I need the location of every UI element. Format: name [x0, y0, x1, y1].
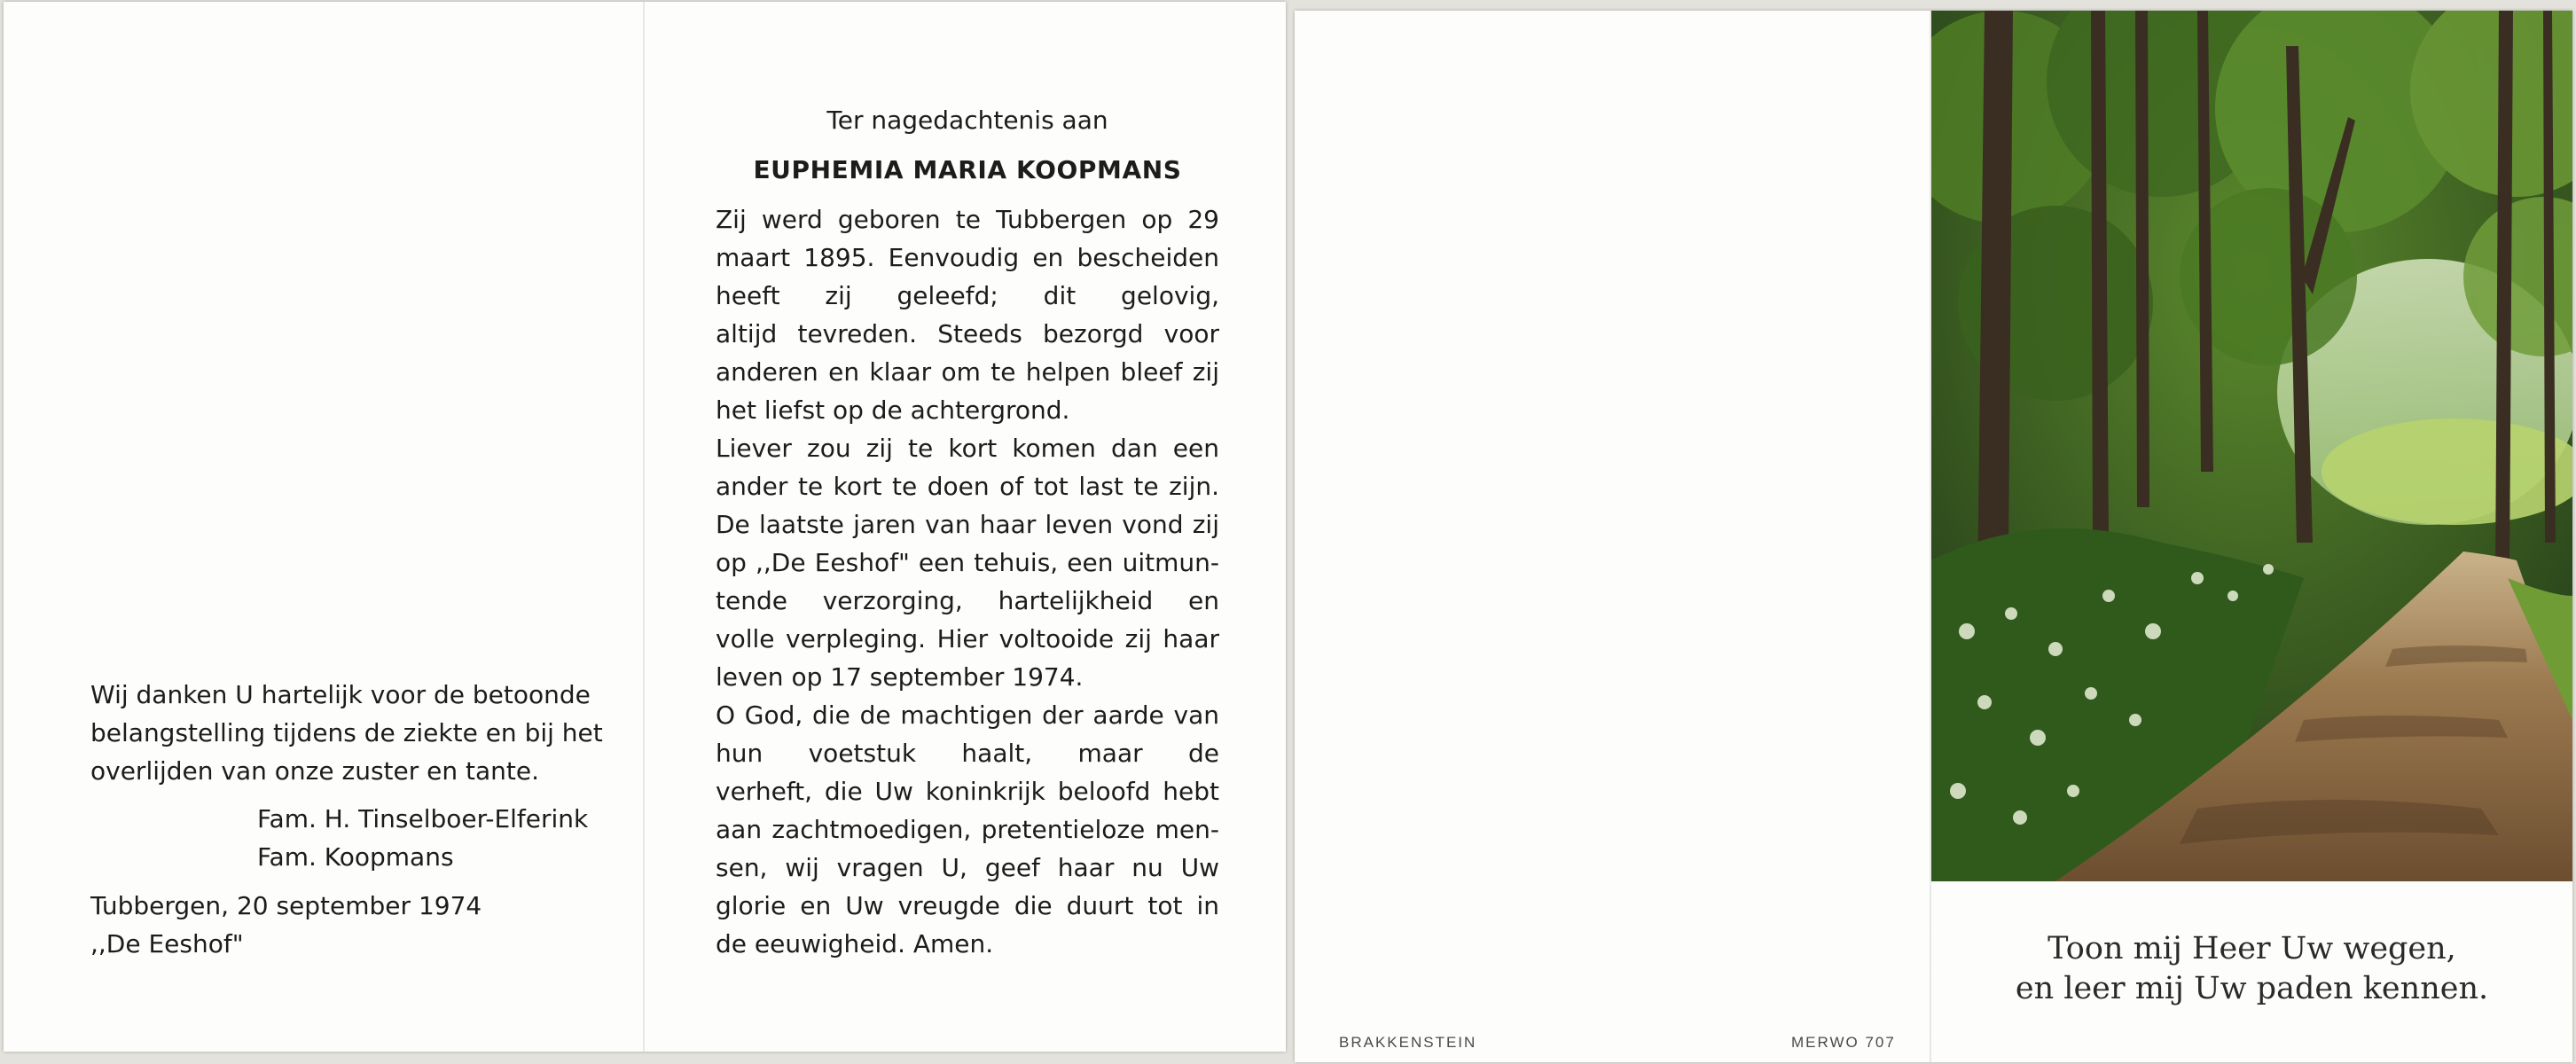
- memorial-card-inside: [4, 2, 1286, 1052]
- body-line: altijd tevreden. Steeds bezorgd voor: [716, 319, 1219, 348]
- body-line: volle verpleging. Hier voltooide zij haar: [716, 624, 1219, 653]
- body-line: Liever zou zij te kort komen dan een: [716, 434, 1219, 463]
- thanks-line: overlijden van onze zuster en tante.: [90, 756, 540, 786]
- memorial-heading: Ter nagedachtenis aan: [826, 106, 1108, 135]
- memorial-body-text: [716, 200, 1219, 963]
- place-and-date: [90, 887, 482, 963]
- body-line: verheft, die Uw koninkrijk beloofd hebt: [716, 777, 1219, 806]
- place-date-line: Tubbergen, 20 september 1974: [90, 891, 482, 920]
- thanks-line: belangstelling tijdens de ziekte en bij het: [90, 718, 603, 747]
- body-line: ander te kort te doen of tot last te zijn.: [716, 472, 1219, 501]
- body-line: tende verzorging, hartelijkheid en: [716, 586, 1219, 615]
- deceased-name: EUPHEMIA MARIA KOOPMANS: [753, 155, 1182, 184]
- caption-line: en leer mij Uw paden kennen.: [2015, 971, 2489, 1006]
- caption-line: Toon mij Heer Uw wegen,: [2047, 931, 2456, 966]
- body-line: anderen en klaar om te helpen bleef zij: [716, 357, 1219, 387]
- signature-line: Fam. Koopmans: [257, 842, 454, 872]
- body-line: glorie en Uw vreugde die duurt tot in: [716, 891, 1219, 920]
- card-fold-line: [643, 2, 645, 1052]
- place-name-line: ,,De Eeshof": [90, 929, 244, 958]
- card-code: MERWO 707: [1791, 1034, 1896, 1051]
- thanks-line: Wij danken U hartelijk voor de betoonde: [90, 680, 591, 709]
- body-line: het liefst op de achtergrond.: [716, 395, 1070, 425]
- cover-caption: [1931, 929, 2572, 1009]
- body-line: maart 1895. Eenvoudig en bescheiden: [716, 243, 1219, 272]
- body-line: hun voetstuk haalt, maar de: [716, 739, 1219, 768]
- body-line: heeft zij geleefd; dit gelovig,: [716, 281, 1219, 310]
- body-line: de eeuwigheid. Amen.: [716, 929, 994, 958]
- landscape-illustration: [1931, 11, 2572, 881]
- body-line: Zij werd geboren te Tubbergen op 29: [716, 205, 1219, 234]
- body-line: leven op 17 september 1974.: [716, 662, 1084, 692]
- body-line: sen, wij vragen U, geef haar nu Uw: [716, 853, 1219, 882]
- thanks-message: [90, 676, 603, 790]
- memorial-card-outside: [1295, 11, 2572, 1062]
- body-line: op ,,De Eeshof" een tehuis, een uitmun-: [716, 548, 1219, 577]
- publisher-brand: BRAKKENSTEIN: [1339, 1034, 1477, 1051]
- signature-line: Fam. H. Tinselboer-Elferink: [257, 804, 589, 833]
- body-line: De laatste jaren van haar leven vond zij: [716, 510, 1219, 539]
- tree-lined-path-photo: [1931, 11, 2572, 881]
- body-line: O God, die de machtigen der aarde van: [716, 700, 1219, 730]
- body-line: aan zachtmoedigen, pretentieloze men-: [716, 815, 1219, 844]
- family-signatures: [257, 800, 588, 876]
